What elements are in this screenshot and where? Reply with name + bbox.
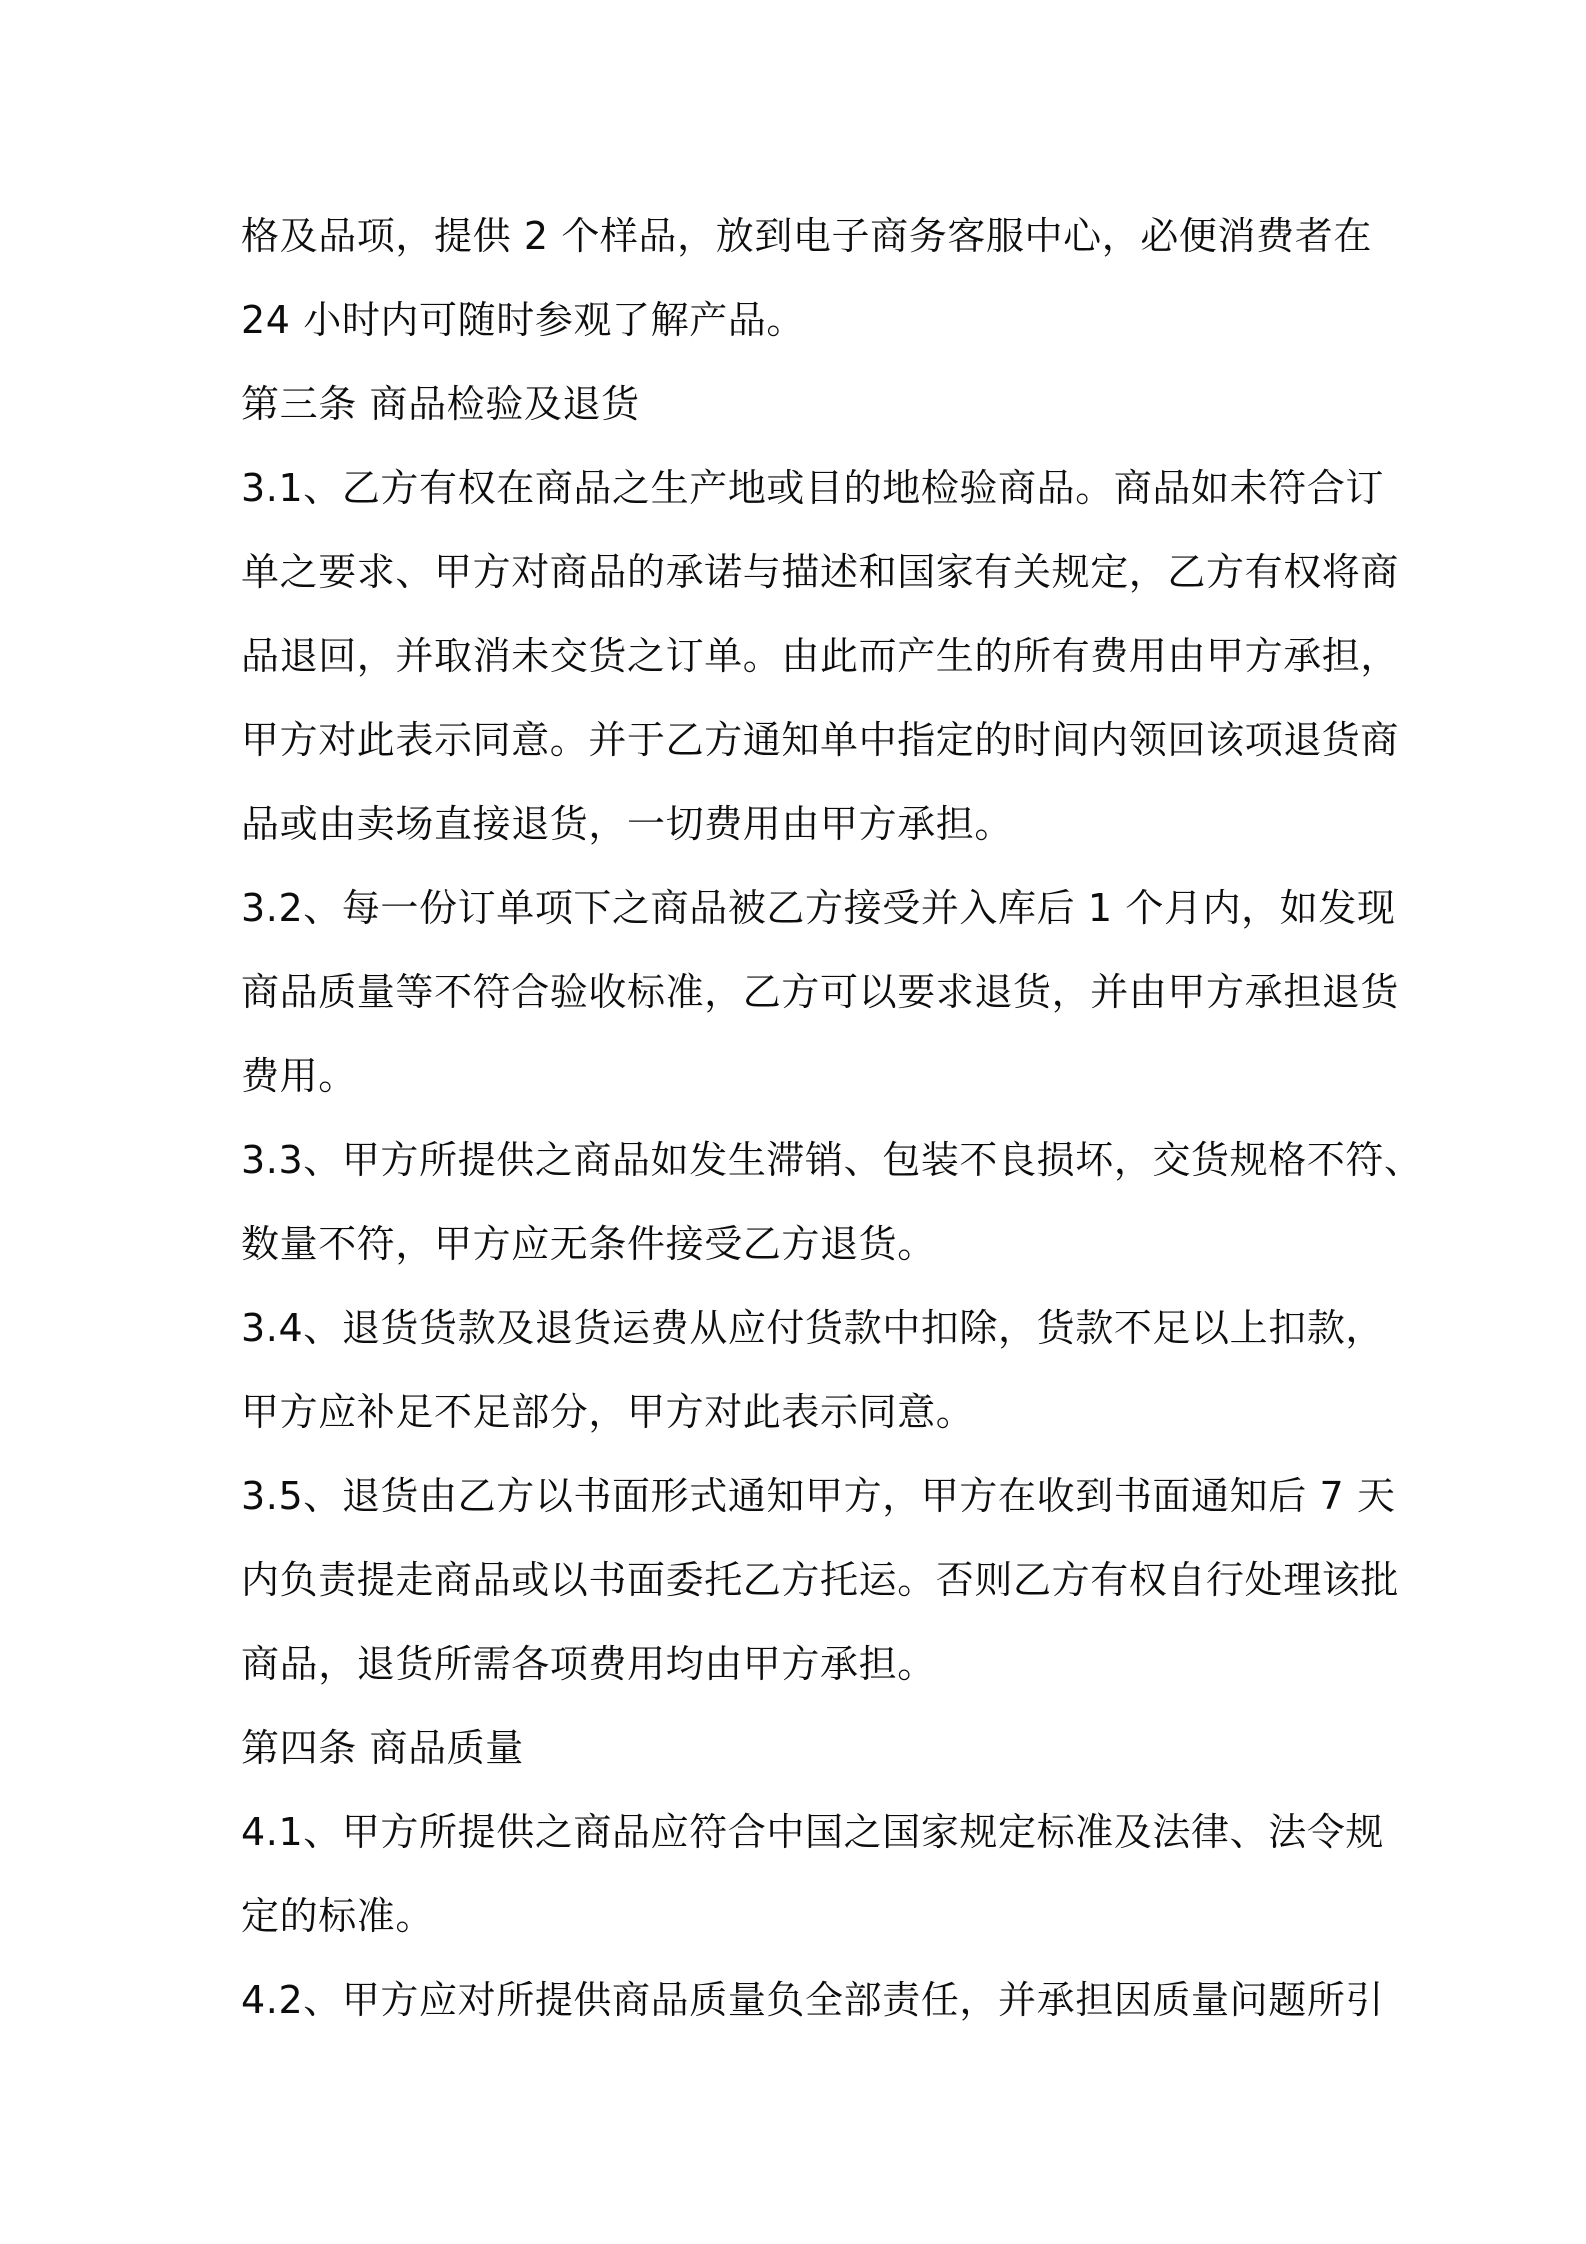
- paragraph-line: 4.1、甲方所提供之商品应符合中国之国家规定标准及法律、法令规: [241, 1810, 1385, 1854]
- paragraph-line: 内负责提走商品或以书面委托乙方托运。否则乙方有权自行处理该批: [241, 1558, 1400, 1602]
- paragraph-line: 费用。: [241, 1054, 357, 1098]
- paragraph-line: 品或由卖场直接退货，一切费用由甲方承担。: [241, 802, 1014, 846]
- paragraph-line: 4.2、甲方应对所提供商品质量负全部责任，并承担因质量问题所引: [241, 1978, 1385, 2022]
- paragraph-line: 商品，退货所需各项费用均由甲方承担。: [241, 1642, 936, 1686]
- section-heading: 第四条 商品质量: [241, 1726, 524, 1770]
- paragraph-line: 3.4、退货货款及退货运费从应付货款中扣除，货款不足以上扣款，: [241, 1306, 1385, 1350]
- paragraph-line: 甲方应补足不足部分，甲方对此表示同意。: [241, 1390, 975, 1434]
- paragraph-line: 3.2、每一份订单项下之商品被乙方接受并入库后 1 个月内，如发现: [241, 886, 1396, 930]
- paragraph-line: 定的标准。: [241, 1894, 435, 1938]
- section-heading: 第三条 商品检验及退货: [241, 382, 640, 426]
- paragraph-line: 格及品项，提供 2 个样品，放到电子商务客服中心，必便消费者在: [241, 214, 1372, 258]
- paragraph-line: 单之要求、甲方对商品的承诺与描述和国家有关规定，乙方有权将商: [241, 550, 1400, 594]
- document-body: [241, 194, 1423, 2042]
- paragraph-line: 3.5、退货由乙方以书面形式通知甲方，甲方在收到书面通知后 7 天: [241, 1474, 1396, 1518]
- paragraph-line: 3.1、乙方有权在商品之生产地或目的地检验商品。商品如未符合订: [241, 466, 1385, 510]
- paragraph-line: 24 小时内可随时参观了解产品。: [241, 298, 806, 342]
- paragraph-line: 3.3、甲方所提供之商品如发生滞销、包装不良损坏，交货规格不符、: [241, 1138, 1423, 1182]
- paragraph-line: 数量不符，甲方应无条件接受乙方退货。: [241, 1222, 936, 1266]
- paragraph-line: 甲方对此表示同意。并于乙方通知单中指定的时间内领回该项退货商: [241, 718, 1400, 762]
- paragraph-line: 品退回，并取消未交货之订单。由此而产生的所有费用由甲方承担，: [241, 634, 1400, 678]
- paragraph-line: 商品质量等不符合验收标准，乙方可以要求退货，并由甲方承担退货: [241, 970, 1400, 1014]
